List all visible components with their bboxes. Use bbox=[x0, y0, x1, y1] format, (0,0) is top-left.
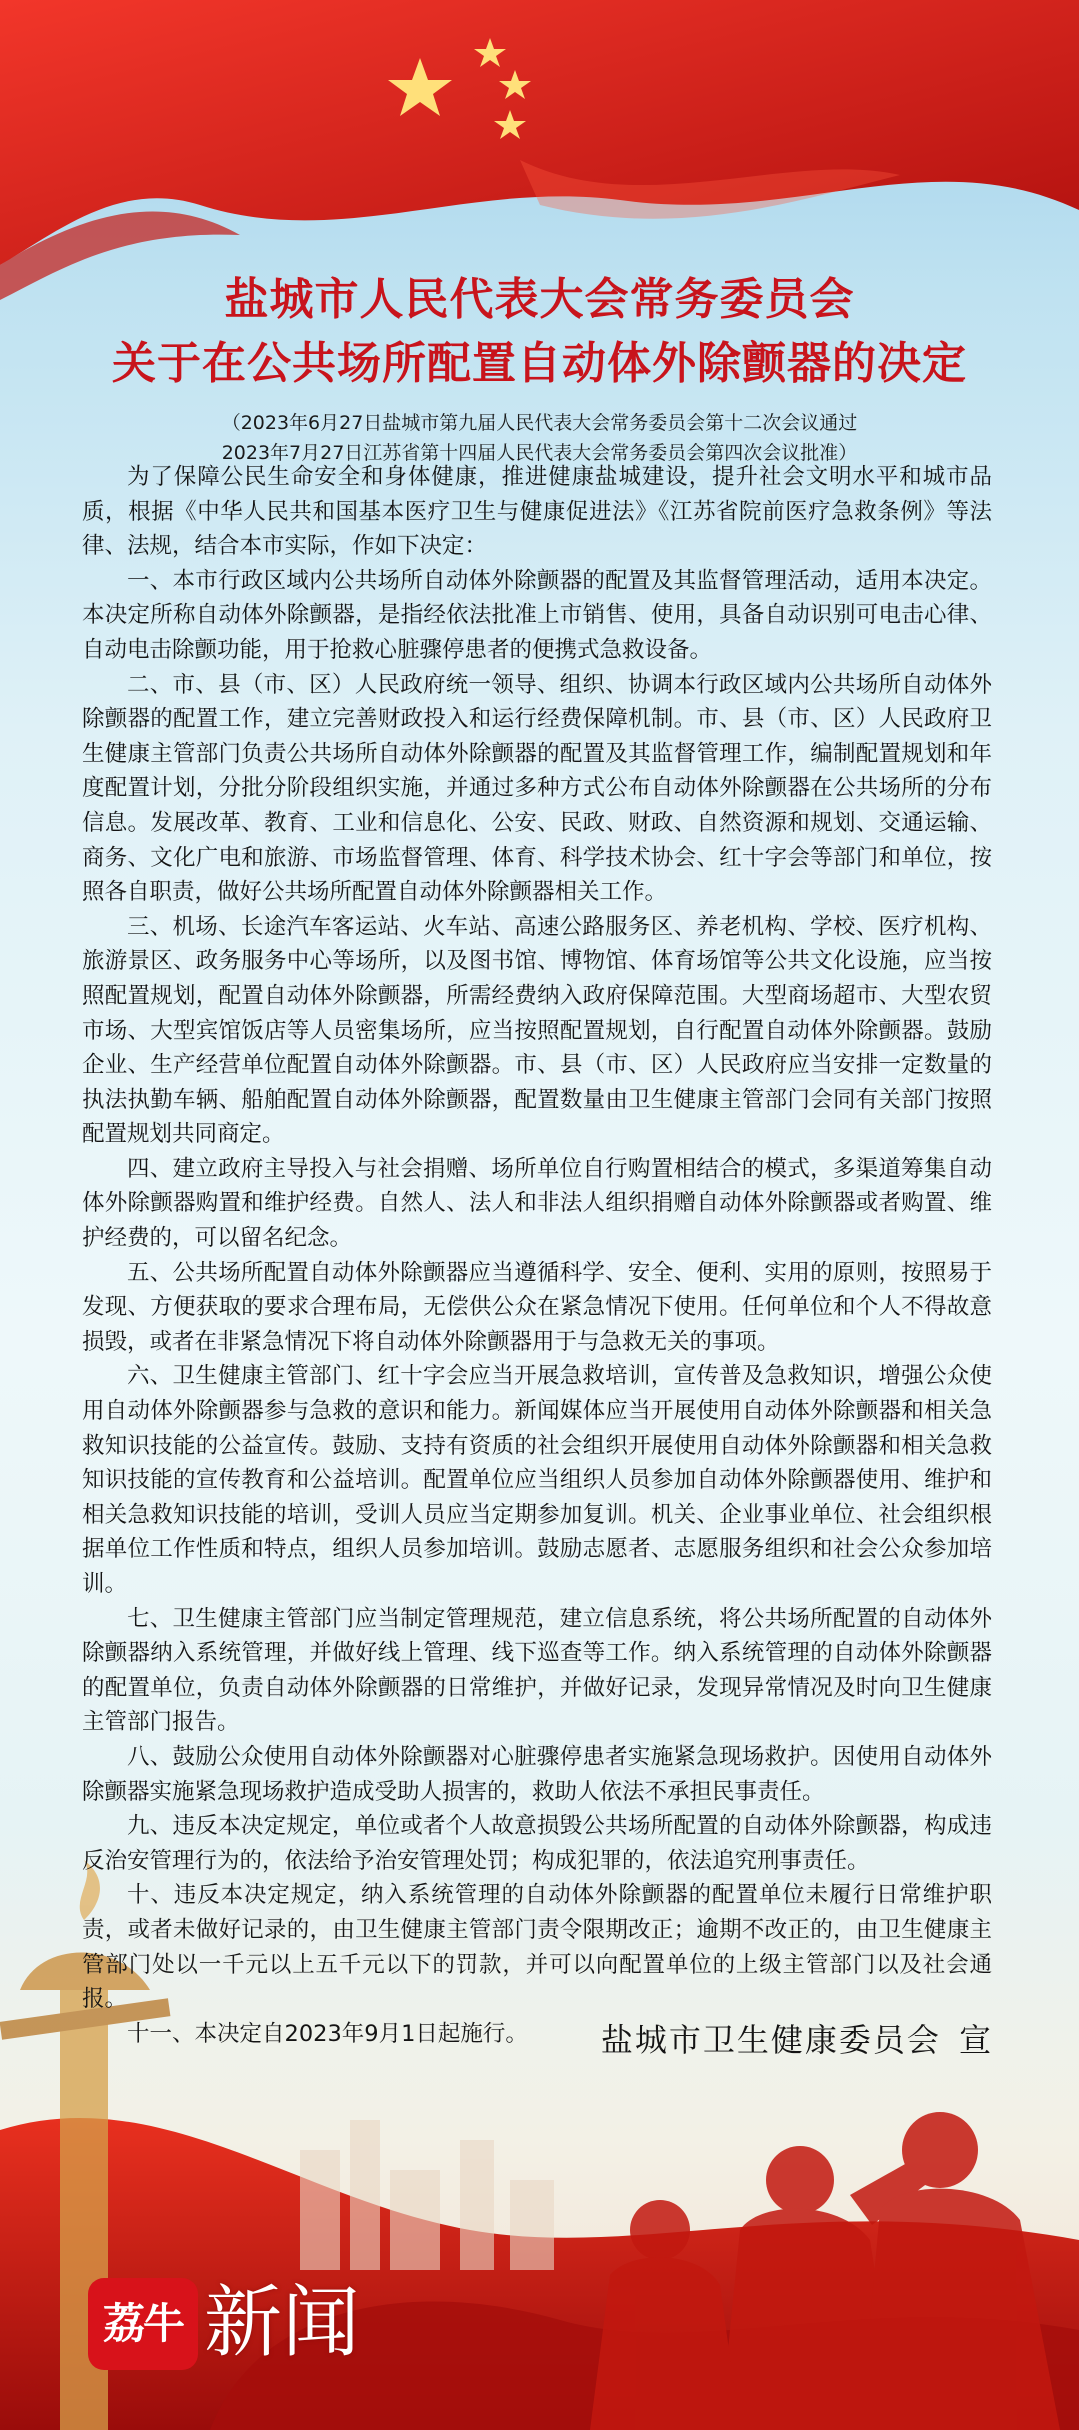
article-8: 八、鼓励公众使用自动体外除颤器对心脏骤停患者实施紧急现场救护。因使用自动体外除颤器实施紧急现场救护造成受助人损害的，救助人依法不承担民事责任。 bbox=[82, 1743, 992, 1805]
news-logo-mark: 荔牛 bbox=[88, 2278, 198, 2370]
document-title bbox=[0, 268, 1079, 396]
article-2: 二、市、县（市、区）人民政府统一领导、组织、协调本行政区域内公共场所自动体外除颤器的配置工作，建立完善财政投入和运行经费保障机制。市、县（市、区）人民政府卫生健康主管部门负责公共场所自动体外除颤器的配置及其监督管理工作，编制配置规划和年度配置计划，分批分阶段组织实施，并通过多种方式公布自动体外除颤器在公共场所的分布信息。发展改革、教育、工业和信息化、公安、民政、财政、自然资源和规划、交通运输、商务、文化广电和旅游、市场监督管理、体育、科学技术协会、红十字会等部门和单位，按照各自职责，做好公共场所配置自动体外除颤器相关工作。 bbox=[82, 671, 992, 906]
title-line-2: 关于在公共场所配置自动体外除颤器的决定 bbox=[112, 338, 967, 389]
article-11: 十一、本决定自2023年9月1日起施行。 bbox=[127, 2020, 528, 2047]
article-4: 四、建立政府主导投入与社会捐赠、场所单位自行购置相结合的模式，多渠道筹集自动体外除颤器购置和维护经费。自然人、法人和非法人组织捐赠自动体外除颤器或者购置、维护经费的，可以留名纪念。 bbox=[82, 1155, 992, 1252]
adoption-note bbox=[0, 408, 1079, 468]
adoption-line-2: 2023年7月27日江苏省第十四届人民代表大会常务委员会第四次会议批准） bbox=[221, 442, 858, 464]
adoption-line-1: （2023年6月27日盐城市第九届人民代表大会常务委员会第十二次会议通过 bbox=[221, 412, 858, 434]
article-7: 七、卫生健康主管部门应当制定管理规范，建立信息系统，将公共场所配置的自动体外除颤器纳入系统管理，并做好线上管理、线下巡查等工作。纳入系统管理的自动体外除颤器的配置单位，负责自动体外除颤器的日常维护，并做好记录，发现异常情况及时向卫生健康主管部门报告。 bbox=[82, 1605, 992, 1736]
document-header bbox=[0, 268, 1079, 468]
article-10: 十、违反本决定规定，纳入系统管理的自动体外除颤器的配置单位未履行日常维护职责，或者未做好记录的，由卫生健康主管部门责令限期改正；逾期不改正的，由卫生健康主管部门处以一千元以上五千元以下的罚款，并可以向配置单位的上级主管部门以及社会通报。 bbox=[82, 1882, 992, 2013]
news-logo-text: 新闻 bbox=[204, 2278, 361, 2368]
article-6: 六、卫生健康主管部门、红十字会应当开展急救培训，宣传普及急救知识，增强公众使用自动体外除颤器参与急救的意识和能力。新闻媒体应当开展使用自动体外除颤器和相关急救知识技能的公益宣传。鼓励、支持有资质的社会组织开展使用自动体外除颤器和相关急救知识技能的宣传教育和公益培训。配置单位应当组织人员参加自动体外除颤器使用、维护和相关急救知识技能的培训，受训人员应当定期参加复训。机关、企业事业单位、社会组织根据单位工作性质和特点，组织人员参加培训。鼓励志愿者、志愿服务组织和社会公众参加培训。 bbox=[82, 1363, 992, 1597]
article-9: 九、违反本决定规定，单位或者个人故意损毁公共场所配置的自动体外除颤器，构成违反治安管理行为的，依法给予治安管理处罚；构成犯罪的，依法追究刑事责任。 bbox=[82, 1813, 992, 1874]
title-line-1: 盐城市人民代表大会常务委员会 bbox=[224, 274, 855, 325]
issuer-signature: 盐城市卫生健康委员会 宣 bbox=[600, 2021, 993, 2059]
article-3: 三、机场、长途汽车客运站、火车站、高速公路服务区、养老机构、学校、医疗机构、旅游景区、政务服务中心等场所，以及图书馆、博物馆、体育场馆等公共文化设施，应当按照配置规划，配置自动体外除颤器，所需经费纳入政府保障范围。大型商场超市、大型农贸市场、大型宾馆饭店等人员密集场所，应当按照配置规划，自行配置自动体外除颤器。鼓励企业、生产经营单位配置自动体外除颤器。市、县（市、区）人民政府应当安排一定数量的执法执勤车辆、船舶配置自动体外除颤器，配置数量由卫生健康主管部门会同有关部门按照配置规划共同商定。 bbox=[82, 913, 992, 1148]
article-5: 五、公共场所配置自动体外除颤器应当遵循科学、安全、便利、实用的原则，按照易于发现、方便获取的要求合理布局，无偿供公众在紧急情况下使用。任何单位和个人不得故意损毁，或者在非紧急情况下将自动体外除颤器用于与急救无关的事项。 bbox=[82, 1259, 992, 1355]
soldier-silhouettes-icon bbox=[590, 2112, 1060, 2430]
article-1: 一、本市行政区域内公共场所自动体外除颤器的配置及其监督管理活动，适用本决定。本决定所称自动体外除颤器，是指经依法批准上市销售、使用，具备自动识别可电击心律、自动电击除颤功能，用于抢救心脏骤停患者的便携式急救设备。 bbox=[82, 567, 992, 663]
city-skyline bbox=[300, 2120, 554, 2270]
document-body bbox=[82, 460, 992, 2051]
preamble-paragraph: 为了保障公民生命安全和身体健康，推进健康盐城建设，提升社会文明水平和城市品质，根据《中华人民共和国基本医疗卫生与健康促进法》《江苏省院前医疗急救条例》等法律、法规，结合本市实际，作如下决定： bbox=[82, 464, 992, 560]
